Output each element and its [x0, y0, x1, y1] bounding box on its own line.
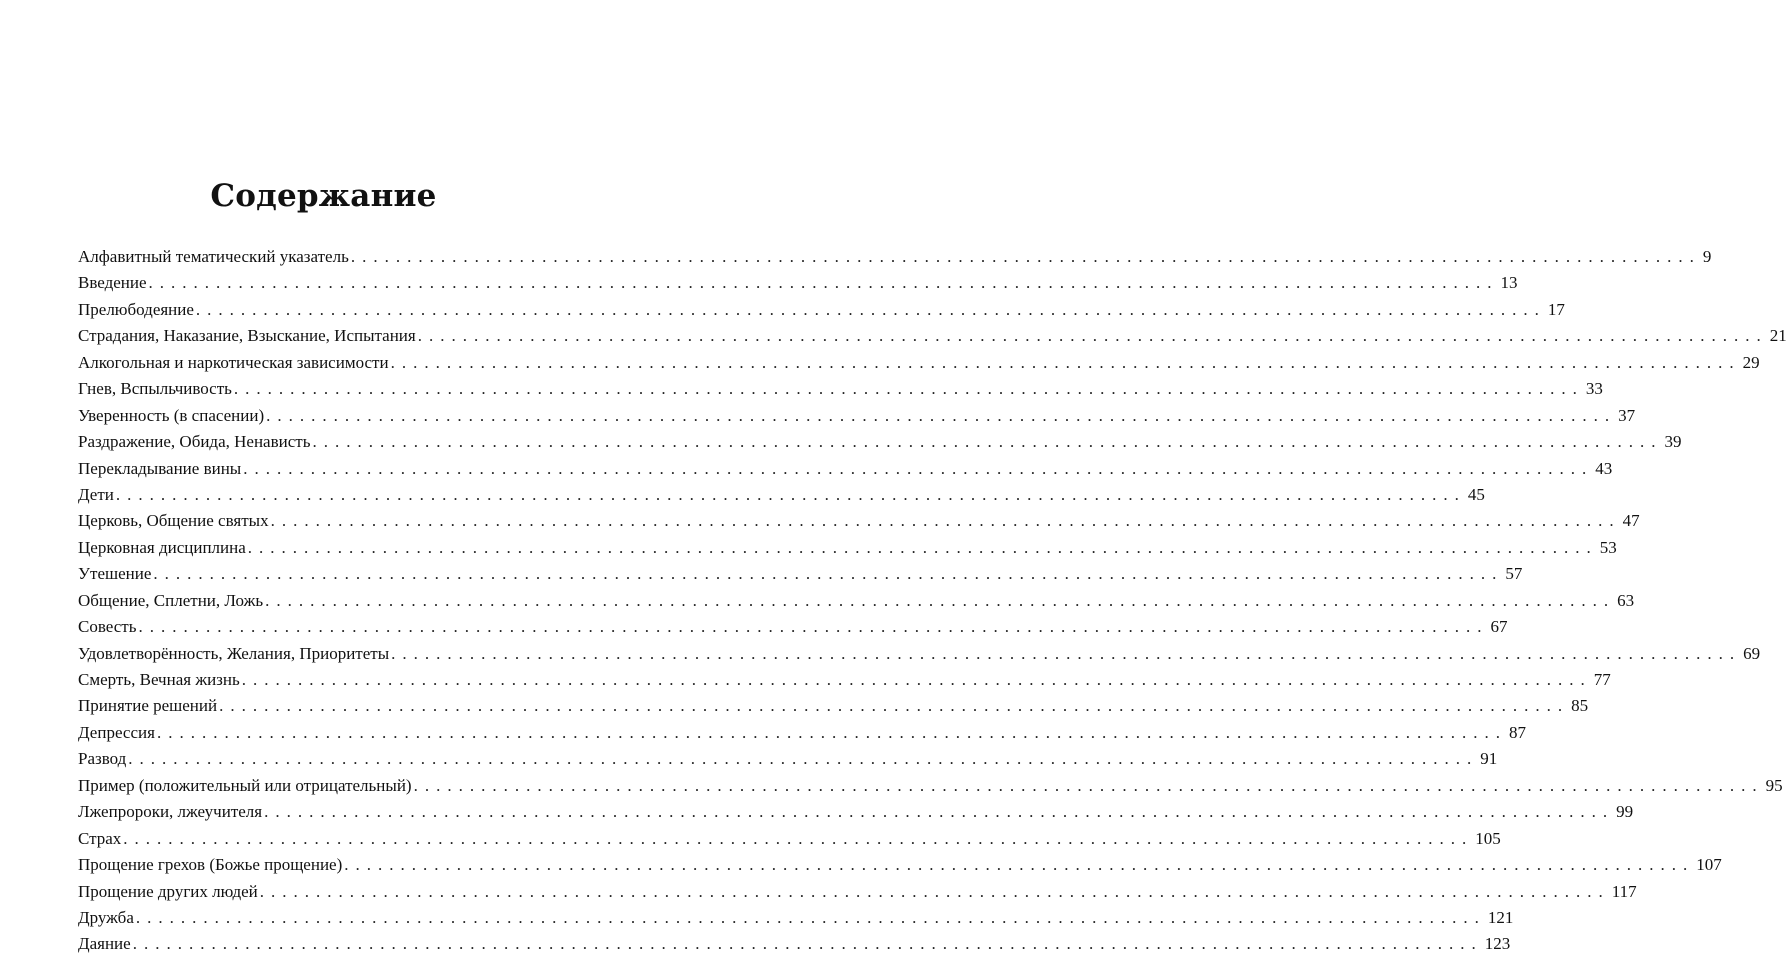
toc-dot-leader: ........................................................................................................................: [264, 802, 1615, 822]
toc-entry-title: Развод: [78, 749, 127, 769]
toc-page-number: 45: [1467, 484, 1485, 504]
toc-entry: [78, 508, 1640, 534]
toc-entry-title: Страдания, Наказание, Взыскание, Испытания: [78, 326, 416, 346]
toc-dot-leader: ........................................................................................................................: [233, 379, 1584, 399]
toc-dot-leader: ........................................................................................................................: [270, 511, 1621, 531]
toc-page-number: 47: [1622, 511, 1640, 531]
toc-page-number: 117: [1611, 881, 1637, 901]
toc-dot-leader: ........................................................................................................................: [266, 405, 1617, 425]
toc-entry-title: Алкогольная и наркотическая зависимости: [78, 352, 389, 372]
toc-page-number: 13: [1500, 273, 1518, 293]
toc-dot-leader: ........................................................................................................................: [417, 326, 1768, 346]
toc-dot-leader: ........................................................................................................................: [135, 907, 1486, 927]
toc-entry: [78, 297, 1565, 323]
toc-entry: [78, 244, 1712, 270]
toc-page-number: 39: [1664, 432, 1682, 452]
toc-dot-leader: ........................................................................................................................: [128, 749, 1479, 769]
toc-entry: [78, 773, 1783, 799]
toc-dot-leader: ........................................................................................................................: [344, 855, 1695, 875]
toc-page-number: 121: [1487, 907, 1514, 927]
toc-page-number: 43: [1595, 458, 1613, 478]
toc-dot-leader: ........................................................................................................................: [115, 484, 1466, 504]
toc-page-number: 77: [1593, 670, 1611, 689]
toc-page-number: 107: [1696, 855, 1722, 875]
toc-dot-leader: ........................................................................................................................: [243, 458, 1594, 478]
toc-entry: [78, 879, 1637, 905]
toc-entry-title: Уверенность (в спасении): [78, 405, 265, 425]
toc-page-number: 87: [1508, 722, 1526, 742]
toc-dot-leader: ........................................................................................................................: [148, 273, 1499, 293]
toc-page-number: 21: [1769, 326, 1787, 346]
toc-entry: [78, 588, 1635, 614]
toc-page-number: 105: [1475, 828, 1501, 848]
toc-entry: [78, 323, 1787, 349]
toc-dot-leader: ........................................................................................................................: [132, 934, 1483, 954]
toc-entry: [78, 535, 1617, 561]
toc-dot-leader: ........................................................................................................................: [259, 881, 1610, 901]
toc-page-number: 53: [1599, 537, 1617, 557]
toc-entry: [78, 720, 1526, 746]
toc-entry: [78, 482, 1485, 508]
toc-entry-title: Дети: [78, 484, 114, 504]
toc-entry-title: Депрессия: [78, 722, 155, 742]
toc-dot-leader: ........................................................................................................................: [138, 617, 1489, 637]
toc-dot-leader: ........................................................................................................................: [350, 247, 1701, 266]
toc-page-number: 99: [1616, 802, 1634, 822]
toc-entry: [78, 693, 1589, 719]
toc-entry-title: Страх: [78, 828, 122, 848]
toc-page-number: 29: [1742, 352, 1760, 372]
toc-entry: [78, 905, 1514, 931]
toc-entry: [78, 270, 1518, 296]
toc-entry-title: Дружба: [78, 907, 134, 927]
toc-entry: [78, 826, 1501, 852]
toc-entry: [78, 350, 1760, 376]
toc-dot-leader: ........................................................................................................................: [247, 537, 1598, 557]
toc-entry-title: Общение, Сплетни, Ложь: [78, 590, 264, 610]
toc-entry: [78, 852, 1722, 878]
toc-page-number: 57: [1505, 564, 1523, 584]
toc-entry-title: Даяние: [78, 934, 131, 954]
toc-page-number: 91: [1480, 749, 1498, 769]
toc-entry-title: Прощение других людей: [78, 881, 258, 901]
toc-page-number: 9: [1702, 247, 1712, 266]
toc-entry-title: Введение: [78, 273, 147, 293]
toc-entry: [78, 931, 1511, 957]
toc-dot-leader: ........................................................................................................................: [265, 590, 1616, 610]
toc-entry-title: Прощение грехов (Божье прощение): [78, 855, 343, 875]
toc-entry-title: Совесть: [78, 617, 137, 637]
toc-page-number: 37: [1618, 405, 1636, 425]
toc-dot-leader: ........................................................................................................................: [153, 564, 1504, 584]
toc-entry: [78, 614, 1508, 640]
toc-dot-leader: ........................................................................................................................: [195, 299, 1546, 319]
toc-entry-title: Церковь, Общение святых: [78, 511, 269, 531]
toc-entry: [78, 799, 1634, 825]
toc-dot-leader: ........................................................................................................................: [219, 696, 1570, 716]
toc-entry-title: Принятие решений: [78, 696, 218, 716]
toc-entry-title: Гнев, Вспыльчивость: [78, 379, 232, 399]
toc-entry: [78, 376, 1603, 402]
toc-entry-title: Лжепророки, лжеучителя: [78, 802, 263, 822]
toc-entry-title: Церковная дисциплина: [78, 537, 246, 557]
toc-entry-title: Прелюбодеяние: [78, 299, 194, 319]
toc-page-number: 85: [1571, 696, 1589, 716]
page-title: Содержание: [210, 178, 437, 214]
toc-entry-title: Алфавитный тематический указатель: [78, 247, 349, 266]
toc-dot-leader: ........................................................................................................................: [391, 643, 1742, 663]
toc-entry-title: Перекладывание вины: [78, 458, 242, 478]
toc-page-number: 63: [1617, 590, 1635, 610]
toc-dot-leader: ........................................................................................................................: [241, 670, 1592, 689]
toc-dot-leader: ........................................................................................................................: [156, 722, 1507, 742]
toc-entry: [78, 561, 1523, 587]
toc-dot-leader: ........................................................................................................................: [123, 828, 1474, 848]
table-of-contents: [78, 244, 1787, 958]
toc-page-number: 69: [1743, 643, 1761, 663]
toc-entry: [78, 429, 1682, 455]
toc-entry-title: Удовлетворённость, Желания, Приоритеты: [78, 643, 390, 663]
toc-dot-leader: ........................................................................................................................: [312, 432, 1663, 452]
toc-dot-leader: ........................................................................................................................: [413, 775, 1764, 795]
toc-page-number: 95: [1765, 775, 1783, 795]
toc-page-number: 33: [1585, 379, 1603, 399]
toc-entry: [78, 641, 1761, 667]
toc-entry: [78, 667, 1611, 693]
toc-page-number: 123: [1484, 934, 1511, 954]
toc-dot-leader: ........................................................................................................................: [390, 352, 1741, 372]
toc-entry: [78, 456, 1613, 482]
toc-entry-title: Смерть, Вечная жизнь: [78, 670, 240, 689]
toc-entry-title: Пример (положительный или отрицательный): [78, 775, 412, 795]
toc-entry: [78, 403, 1636, 429]
toc-page-number: 67: [1490, 617, 1508, 637]
toc-page-number: 17: [1547, 299, 1565, 319]
toc-entry-title: Раздражение, Обида, Ненависть: [78, 432, 311, 452]
toc-entry: [78, 746, 1498, 772]
toc-entry-title: Утешение: [78, 564, 152, 584]
